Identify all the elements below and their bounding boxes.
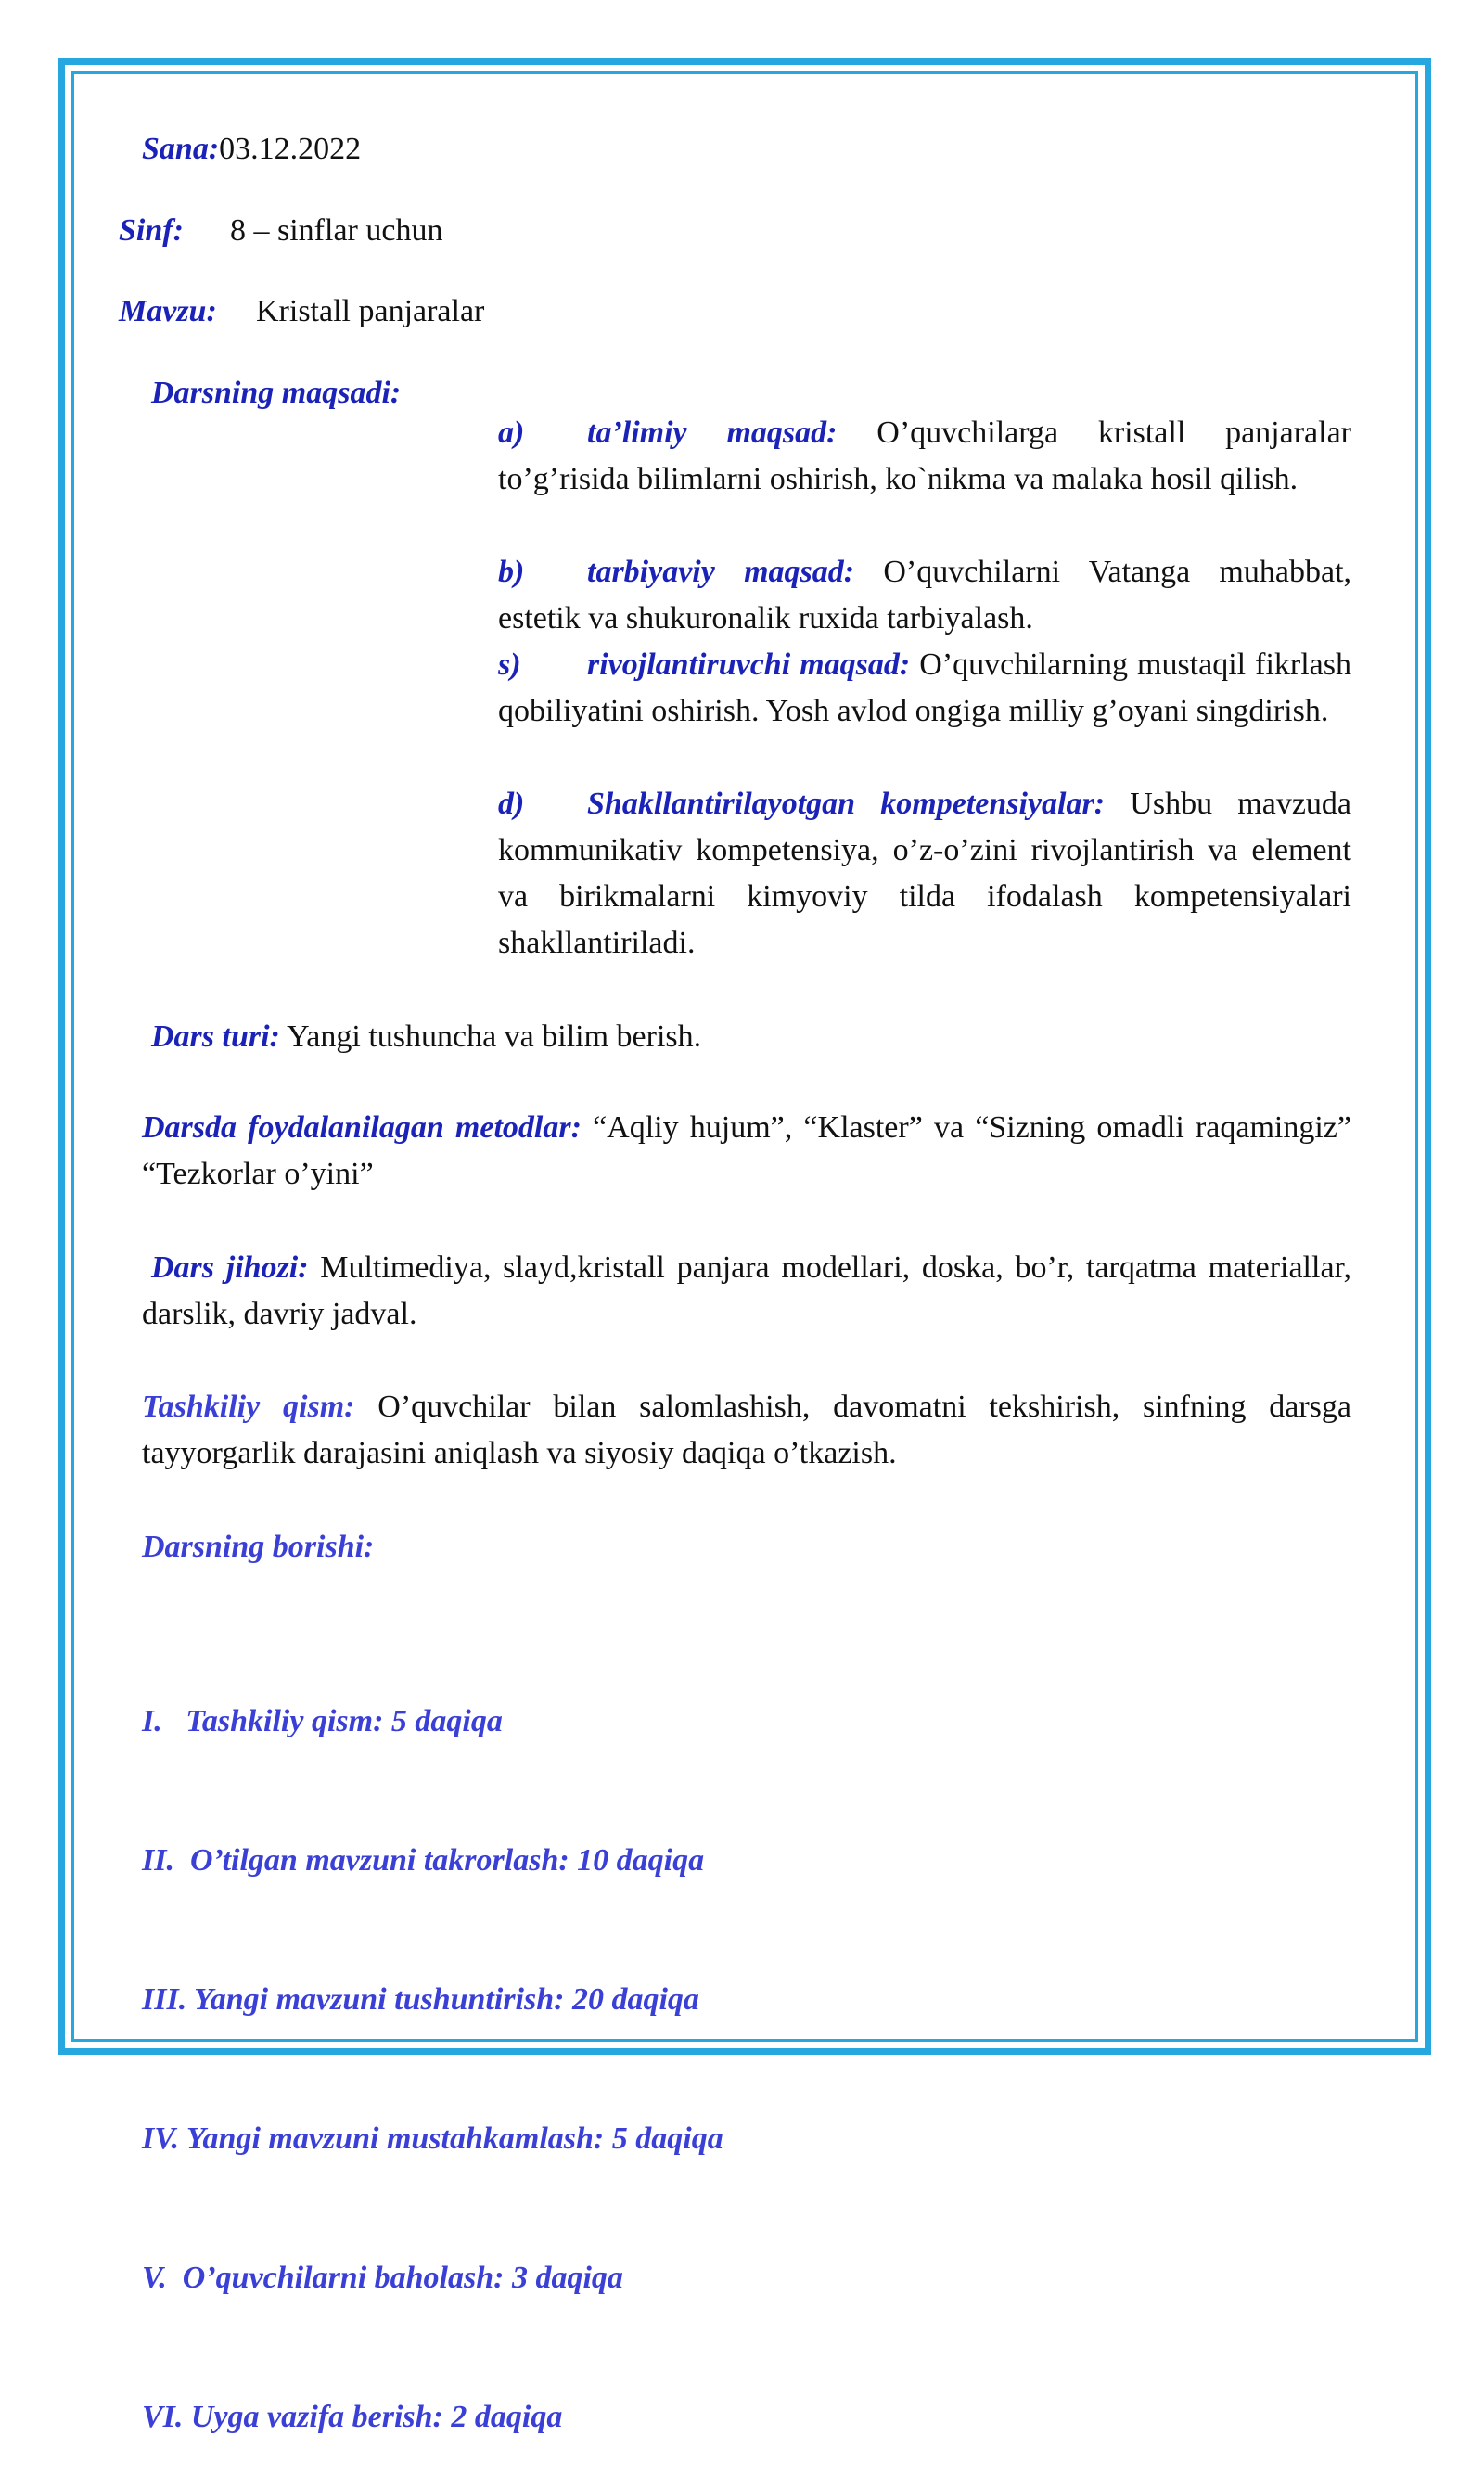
organization-paragraph (142, 1384, 1351, 1477)
lesson-steps-list (142, 1606, 723, 2487)
date-value: 03.12.2022 (219, 132, 362, 166)
goal-label: Shakllantirilayotgan kompetensiyalar: (587, 787, 1106, 821)
lesson-step: VI. Uyga vazifa berish: 2 daqiqa (142, 2400, 563, 2434)
equipment-label: Dars jihozi: (151, 1250, 309, 1285)
lesson-step: III. Yangi mavzuni tushuntirish: 20 daqiqa (142, 1982, 699, 2017)
methods-label: Darsda foydalanilagan metodlar: (142, 1110, 582, 1145)
goal-letter: s) (498, 647, 521, 682)
topic-value: Kristall panjaralar (256, 294, 485, 328)
goal-item-d (498, 781, 1351, 967)
goal-item-a (498, 410, 1351, 503)
goal-label: rivojlantiruvchi maqsad: (587, 647, 911, 682)
equipment-paragraph (142, 1245, 1351, 1338)
goal-text: O’quvchilarni Vatanga muhabbat, estetik va shukuronalik ruxida tarbiyalash. (498, 555, 1352, 635)
goals-label: Darsning maqsadi: (151, 376, 402, 410)
goal-text: Ushbu mavzuda kommunikativ kompetensiya, o’z-o’zini rivojlantirish va element va birikmalarni kimyoviy tilda ifodalash kompetensiyalari shakllantiriladi. (498, 787, 1351, 960)
lesson-step: I. Tashkiliy qism: 5 daqiqa (142, 1704, 503, 1738)
organization-label: Tashkiliy qism: (142, 1390, 355, 1424)
lesson-type-line (151, 1014, 701, 1060)
lesson-type-label: Dars turi: (151, 1019, 280, 1054)
topic-line (119, 288, 484, 335)
date-label: Sana: (142, 132, 220, 166)
lesson-step: IV. Yangi mavzuni mustahkamlash: 5 daqiqa (142, 2122, 723, 2156)
goal-text: O’quvchilarga kristall panjaralar to’g’risida bilimlarni oshirish, ko`nikma va malaka hosil qilish. (498, 416, 1351, 496)
goal-item-s (498, 642, 1351, 735)
organization-text: O’quvchilar bilan salomlashish, davomatni tekshirish, sinfning darsga tayyorgarlik darajasini aniqlash va siyosiy daqiqa o’tkazish. (142, 1390, 1351, 1470)
lesson-type-value: Yangi tushuncha va bilim berish. (287, 1019, 702, 1054)
progress-heading (142, 1524, 374, 1570)
goal-letter: a) (498, 416, 525, 450)
class-line (119, 208, 442, 254)
equipment-text: Multimediya, slayd,kristall panjara modellari, doska, bo’r, tarqatma materiallar, darslik, davriy jadval. (142, 1250, 1352, 1331)
methods-text: “Aqliy hujum”, “Klaster” va “Sizning omadli raqamingiz” “Tezkorlar o’yini” (142, 1110, 1351, 1191)
goal-item-b (498, 549, 1351, 642)
class-label: Sinf: (119, 213, 184, 248)
goal-letter: d) (498, 787, 525, 821)
topic-label: Mavzu: (119, 294, 217, 328)
lesson-step: V. O’quvchilarni baholash: 3 daqiqa (142, 2261, 623, 2295)
goal-label: tarbiyaviy maqsad: (587, 555, 855, 589)
methods-paragraph (142, 1105, 1351, 1198)
goal-letter: b) (498, 555, 525, 589)
goal-text: O’quvchilarning mustaqil fikrlash qobiliyatini oshirish. Yosh avlod ongiga milliy g’oyani singdirish. (498, 647, 1352, 728)
lesson-step: II. O’tilgan mavzuni takrorlash: 10 daqiqa (142, 1843, 705, 1878)
goals-heading (151, 370, 401, 417)
progress-label: Darsning borishi: (142, 1530, 375, 1564)
date-line (142, 126, 361, 173)
goal-label: ta’limiy maqsad: (587, 416, 838, 450)
class-value: 8 – sinflar uchun (230, 213, 443, 248)
